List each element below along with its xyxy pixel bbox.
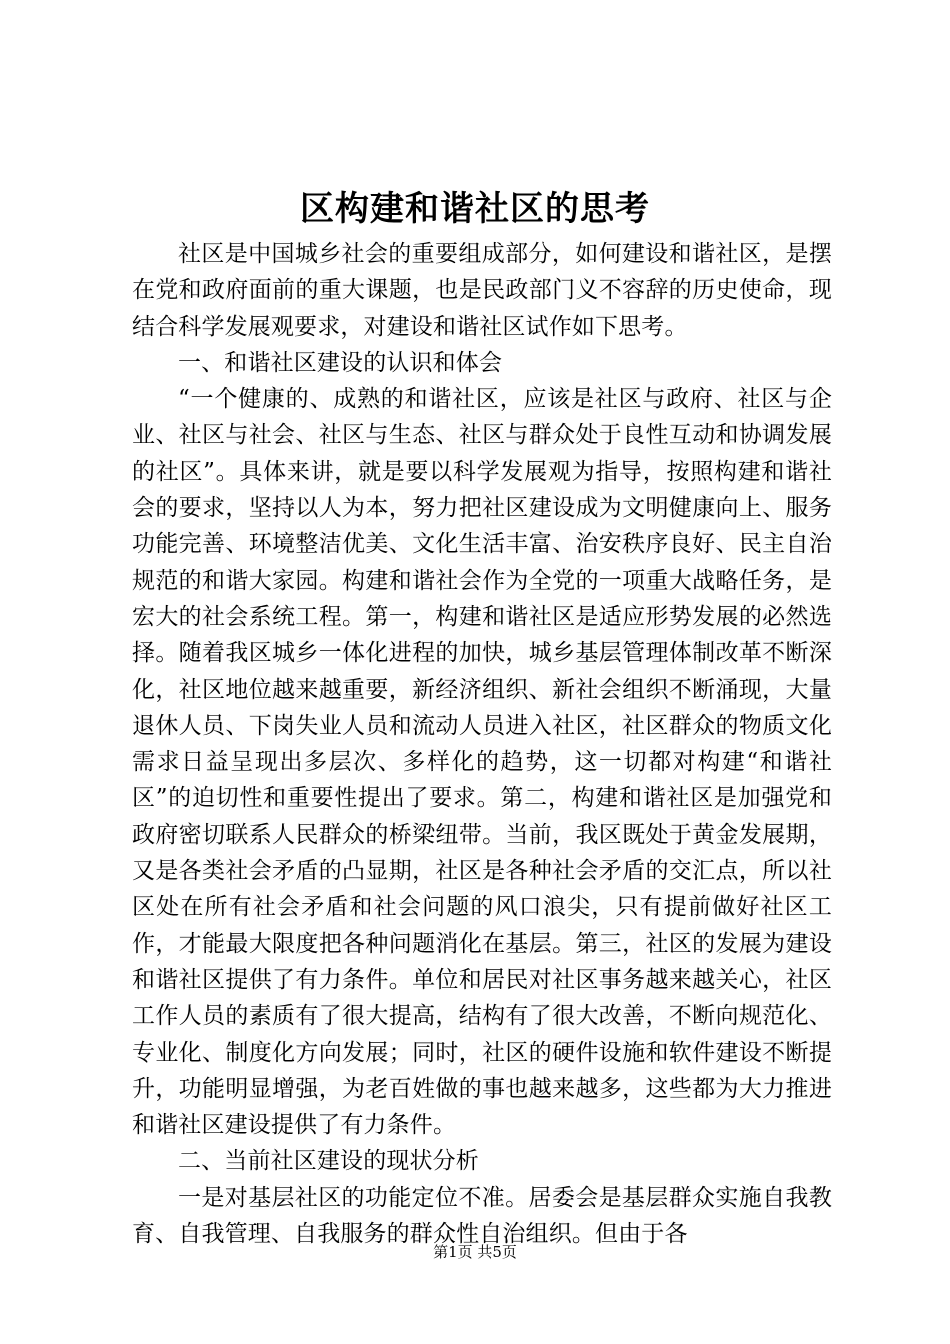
- document-title: 区构建和谐社区的思考: [300, 189, 650, 229]
- section-heading-2: 二、当前社区建设的现状分析: [178, 1148, 479, 1175]
- section-heading-1: 一、和谐社区建设的认识和体会: [178, 349, 503, 376]
- page-footer: 第1页 共5页: [433, 1243, 517, 1261]
- document-body: [132, 236, 832, 1252]
- intro-paragraph: 社区是中国城乡社会的重要组成部分，如何建设和谐社区，是摆在党和政府面前的重大课题，也是民政部门义不容辞的历史使命，现结合科学发展观要求，对建设和谐社区试作如下思考。: [132, 241, 832, 340]
- section-2-paragraph: 一是对基层社区的功能定位不准。居委会是基层群众实施自我教育、自我管理、自我服务的群众性自治组织。但由于各: [132, 1184, 832, 1248]
- section-1-paragraph: “一个健康的、成熟的和谐社区，应该是社区与政府、社区与企业、社区与社会、社区与生态、社区与群众处于良性互动和协调发展的社区”。具体来讲，就是要以科学发展观为指导，按照构建和谐社会的要求，坚持以人为本，努力把社区建设成为文明健康向上、服务功能完善、环境整洁优美、文化生活丰富、治安秩序良好、民主自治规范的和谐大家园。构建和谐社会作为全党的一项重大战略任务，是宏大的社会系统工程。第一，构建和谐社区是适应形势发展的必然选择。随着我区城乡一体化进程的加快，城乡基层管理体制改革不断深化，社区地位越来越重要，新经济组织、新社会组织不断涌现，大量退休人员、下岗失业人员和流动人员进入社区，社区群众的物质文化需求日益呈现出多层次、多样化的趋势，这一切都对构建“和谐社区”的迫切性和重要性提出了要求。第二，构建和谐社区是加强党和政府密切联系人民群众的桥梁纽带。当前，我区既处于黄金发展期，又是各类社会矛盾的凸显期，社区是各种社会矛盾的交汇点，所以社区处在所有社会矛盾和社会问题的风口浪尖，只有提前做好社区工作，才能最大限度把各种问题消化在基层。第三，社区的发展为建设和谐社区提供了有力条件。单位和居民对社区事务越来越关心，社区工作人员的素质有了很大提高，结构有了很大改善，不断向规范化、专业化、制度化方向发展；同时，社区的硬件设施和软件建设不断提升，功能明显增强，为老百姓做的事也越来越多，这些都为大力推进和谐社区建设提供了有力条件。: [132, 386, 832, 1139]
